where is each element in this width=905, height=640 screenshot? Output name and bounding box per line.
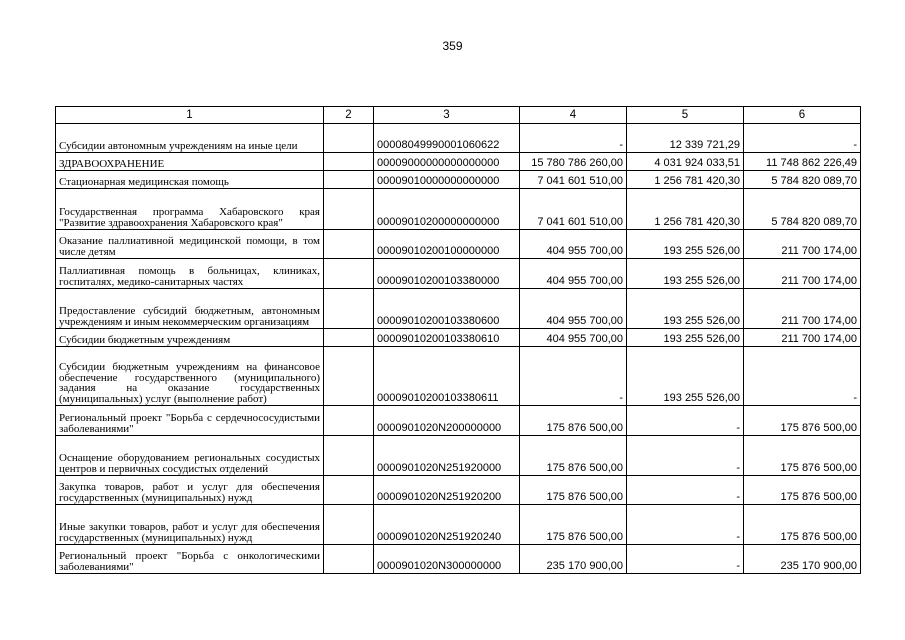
- row-col2: [324, 476, 374, 505]
- row-value-col4: 404 955 700,00: [520, 329, 627, 347]
- column-header: 4: [520, 107, 627, 124]
- table-row: [56, 230, 861, 259]
- row-value-col6: 175 876 500,00: [744, 406, 861, 436]
- row-code: 00009010000000000000: [374, 171, 520, 189]
- column-header: 2: [324, 107, 374, 124]
- row-value-col4: 404 955 700,00: [520, 259, 627, 289]
- column-header: 6: [744, 107, 861, 124]
- table-row: [56, 505, 861, 545]
- row-col2: [324, 545, 374, 574]
- table-row: [56, 171, 861, 189]
- row-value-col6: 5 784 820 089,70: [744, 171, 861, 189]
- row-value-col4: 175 876 500,00: [520, 436, 627, 476]
- table-row: [56, 153, 861, 171]
- column-header: 3: [374, 107, 520, 124]
- row-name: Региональный проект "Борьба с онкологическими заболеваниями": [56, 545, 324, 574]
- row-value-col4: -: [520, 124, 627, 153]
- table-row: [56, 259, 861, 289]
- row-value-col4: 235 170 900,00: [520, 545, 627, 574]
- row-value-col6: 211 700 174,00: [744, 259, 861, 289]
- row-name: Оснащение оборудованием региональных сосудистых центров и первичных сосудистых отделений: [56, 436, 324, 476]
- row-code: 00009010200103380610: [374, 329, 520, 347]
- row-name: Государственная программа Хабаровского края "Развитие здравоохранения Хабаровского края": [56, 189, 324, 230]
- row-value-col5: 1 256 781 420,30: [627, 171, 744, 189]
- row-value-col5: 1 256 781 420,30: [627, 189, 744, 230]
- row-code: 00009010200103380600: [374, 289, 520, 329]
- table-row: [56, 124, 861, 153]
- row-value-col6: 175 876 500,00: [744, 436, 861, 476]
- row-code: 00009000000000000000: [374, 153, 520, 171]
- row-value-col5: 4 031 924 033,51: [627, 153, 744, 171]
- row-code: 00009010200103380000: [374, 259, 520, 289]
- row-value-col4: 404 955 700,00: [520, 289, 627, 329]
- budget-table: [55, 106, 861, 574]
- row-code: 00009010200000000000: [374, 189, 520, 230]
- row-name: Региональный проект "Борьба с сердечнососудистыми заболеваниями": [56, 406, 324, 436]
- table-row: [56, 329, 861, 347]
- header-row: [56, 107, 861, 124]
- row-name: Иные закупки товаров, работ и услуг для обеспечения государственных (муниципальных) нужд: [56, 505, 324, 545]
- row-value-col4: 175 876 500,00: [520, 505, 627, 545]
- row-code: 0000901020N300000000: [374, 545, 520, 574]
- row-value-col6: 5 784 820 089,70: [744, 189, 861, 230]
- row-col2: [324, 189, 374, 230]
- row-value-col5: 193 255 526,00: [627, 230, 744, 259]
- row-value-col4: 175 876 500,00: [520, 476, 627, 505]
- row-value-col5: 193 255 526,00: [627, 347, 744, 406]
- row-value-col4: -: [520, 347, 627, 406]
- row-value-col5: -: [627, 476, 744, 505]
- row-code: 00009010200103380611: [374, 347, 520, 406]
- row-value-col5: -: [627, 436, 744, 476]
- table-row: [56, 476, 861, 505]
- row-code: 0000901020N251920240: [374, 505, 520, 545]
- row-value-col4: 404 955 700,00: [520, 230, 627, 259]
- row-code: 0000901020N200000000: [374, 406, 520, 436]
- row-value-col6: -: [744, 347, 861, 406]
- row-name: Стационарная медицинская помощь: [56, 171, 324, 189]
- row-value-col6: 211 700 174,00: [744, 329, 861, 347]
- row-value-col4: 7 041 601 510,00: [520, 171, 627, 189]
- row-col2: [324, 289, 374, 329]
- row-name: Оказание паллиативной медицинской помощи, в том числе детям: [56, 230, 324, 259]
- row-value-col6: 211 700 174,00: [744, 230, 861, 259]
- row-name: Закупка товаров, работ и услуг для обеспечения государственных (муниципальных) нужд: [56, 476, 324, 505]
- table-row: [56, 347, 861, 406]
- row-value-col4: 15 780 786 260,00: [520, 153, 627, 171]
- row-value-col4: 7 041 601 510,00: [520, 189, 627, 230]
- row-name: Субсидии бюджетным учреждениям: [56, 329, 324, 347]
- row-value-col5: -: [627, 505, 744, 545]
- row-col2: [324, 406, 374, 436]
- table-row: [56, 189, 861, 230]
- row-col2: [324, 230, 374, 259]
- row-value-col6: 175 876 500,00: [744, 505, 861, 545]
- row-value-col6: 211 700 174,00: [744, 289, 861, 329]
- row-name: Субсидии бюджетным учреждениям на финансовое обеспечение государственного (муниципального) задания на оказание государственных (муниципальных) услуг (выполнение работ): [56, 347, 324, 406]
- row-name: Паллиативная помощь в больницах, клиниках, госпиталях, медико-санитарных частях: [56, 259, 324, 289]
- table-row: [56, 436, 861, 476]
- row-col2: [324, 329, 374, 347]
- table-row: [56, 289, 861, 329]
- column-header: 1: [56, 107, 324, 124]
- row-col2: [324, 347, 374, 406]
- row-code: 0000901020N251920200: [374, 476, 520, 505]
- row-col2: [324, 505, 374, 545]
- table-row: [56, 406, 861, 436]
- row-code: 00008049990001060622: [374, 124, 520, 153]
- row-value-col5: -: [627, 406, 744, 436]
- page-number: 359: [442, 39, 463, 53]
- row-col2: [324, 153, 374, 171]
- row-col2: [324, 171, 374, 189]
- row-name: Предоставление субсидий бюджетным, автономным учреждениям и иным некоммерческим организациям: [56, 289, 324, 329]
- row-value-col6: -: [744, 124, 861, 153]
- row-code: 0000901020N251920000: [374, 436, 520, 476]
- column-header: 5: [627, 107, 744, 124]
- row-value-col6: 235 170 900,00: [744, 545, 861, 574]
- row-value-col5: 193 255 526,00: [627, 259, 744, 289]
- row-value-col6: 11 748 862 226,49: [744, 153, 861, 171]
- row-value-col5: 193 255 526,00: [627, 289, 744, 329]
- row-name: Субсидии автономным учреждениям на иные цели: [56, 124, 324, 153]
- row-col2: [324, 436, 374, 476]
- row-value-col5: 193 255 526,00: [627, 329, 744, 347]
- row-code: 00009010200100000000: [374, 230, 520, 259]
- table-row: [56, 545, 861, 574]
- row-value-col4: 175 876 500,00: [520, 406, 627, 436]
- row-value-col5: -: [627, 545, 744, 574]
- row-name: ЗДРАВООХРАНЕНИЕ: [56, 153, 324, 171]
- row-value-col5: 12 339 721,29: [627, 124, 744, 153]
- row-value-col6: 175 876 500,00: [744, 476, 861, 505]
- row-col2: [324, 124, 374, 153]
- row-col2: [324, 259, 374, 289]
